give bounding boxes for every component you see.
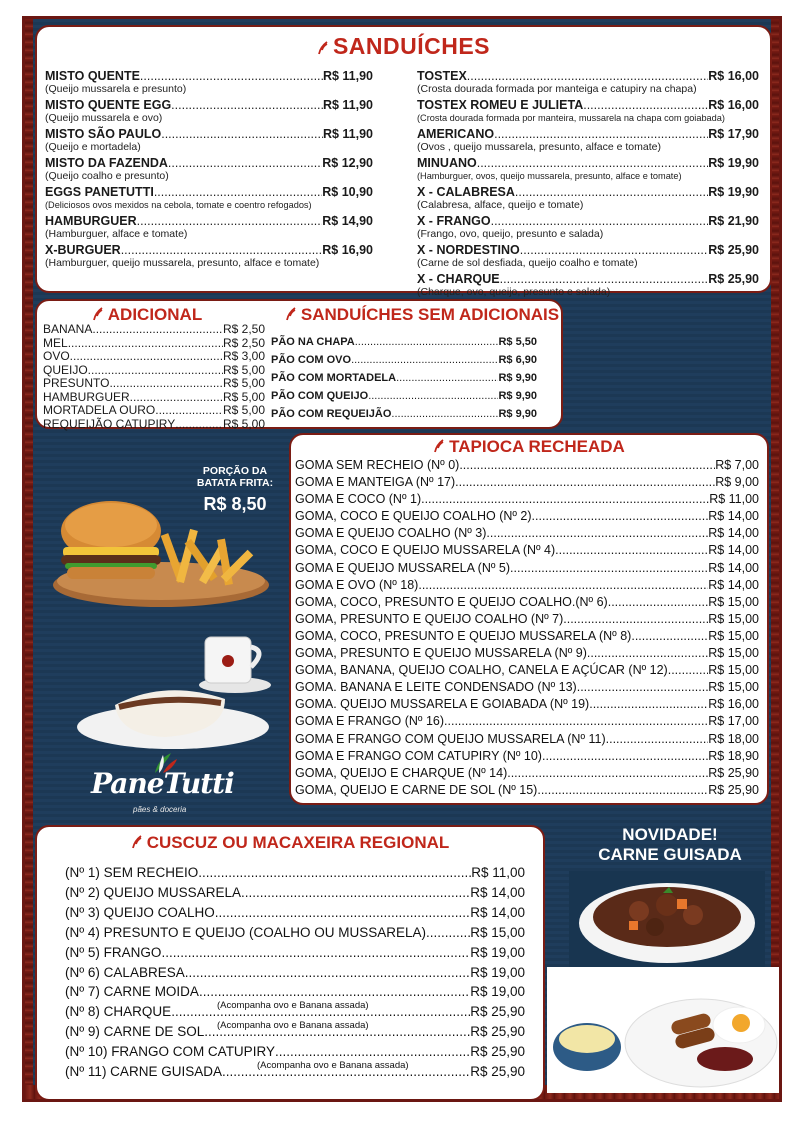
cuscuz-item — [65, 1002, 525, 1022]
sandwich-price: R$ 14,90 — [322, 214, 373, 228]
sandwich-item — [45, 69, 373, 83]
dot-leader — [391, 405, 498, 423]
dot-leader — [455, 474, 715, 491]
tapioca-item — [295, 748, 759, 765]
sandwich-description: (Calabresa, alface, queijo e tomate) — [417, 199, 584, 211]
sandwich-name: EGGS PANETUTTI — [45, 185, 154, 199]
tapioca-item — [295, 628, 759, 645]
menu-page — [22, 16, 782, 1102]
tapioca-item-name: GOMA E FRANGO COM CATUPIRY (Nº 10) — [295, 748, 542, 763]
tapioca-item — [295, 713, 759, 730]
sandwich-name: MINUANO — [417, 156, 477, 170]
dot-leader — [275, 1042, 470, 1062]
adicional-item-price: R$ 5,00 — [222, 376, 265, 390]
tapioca-item — [295, 662, 759, 679]
cuscuz-item — [65, 1022, 525, 1042]
sandwich-description: (Queijo mussarela e ovo) — [45, 112, 163, 124]
cuscuz-item — [65, 943, 525, 963]
cuscuz-item-name: (Nº 1) SEM RECHEIO — [65, 865, 199, 880]
sandwich-price: R$ 21,90 — [708, 214, 759, 228]
cuscuz-item-name: (Nº 8) CHARQUE — [65, 1004, 172, 1020]
cuscuz-item-price: R$ 19,00 — [470, 964, 525, 980]
dot-leader — [109, 377, 223, 391]
adicional-item-price: R$ 5,00 — [222, 416, 265, 431]
sem-adicionais-item-name: PÃO COM REQUEIJÃO — [271, 408, 392, 420]
sem-adicionais-item-price: R$ 9,90 — [498, 372, 537, 384]
tapioca-item-price: R$ 18,90 — [708, 748, 759, 763]
sandwich-price: R$ 25,90 — [708, 243, 759, 257]
dot-leader — [418, 577, 708, 594]
tapioca-item — [295, 731, 759, 748]
sem-adicionais-item-price: R$ 9,90 — [498, 408, 537, 420]
adicional-list — [43, 323, 265, 431]
adicional-item — [43, 364, 265, 378]
tapioca-item-name: GOMA. QUEIJO MUSSARELA E GOIABADA (Nº 19) — [295, 697, 590, 712]
batata-price: R$ 8,50 — [203, 494, 267, 514]
tapioca-title: TAPIOCA RECHEADA — [291, 437, 767, 457]
sandwich-price: R$ 25,90 — [708, 272, 759, 286]
sandwiches-right-column — [417, 69, 759, 301]
tapioca-item-price: R$ 14,00 — [708, 526, 759, 541]
sandwich-item — [45, 127, 373, 141]
dot-leader — [241, 883, 470, 903]
dot-leader — [494, 127, 708, 141]
adicional-item-name: QUEIJO — [43, 362, 88, 377]
sandwich-item — [417, 243, 759, 257]
cuscuz-item-price: R$ 25,90 — [470, 1004, 525, 1020]
cuscuz-item-name: (Nº 9) CARNE DE SOL — [65, 1024, 205, 1040]
panetutti-logo — [91, 767, 241, 817]
tapioca-item-name: GOMA, PRESUNTO E QUEIJO COALHO (Nº 7) — [295, 611, 564, 626]
dot-leader — [486, 525, 708, 542]
sandwich-item — [417, 185, 759, 199]
sandwich-name: X-BURGUER — [45, 243, 121, 257]
cuscuz-item-price: R$ 25,90 — [470, 1024, 525, 1040]
dot-leader — [198, 863, 471, 883]
dot-leader — [175, 418, 223, 432]
adicional-item — [43, 404, 265, 418]
dot-leader — [368, 387, 498, 405]
sandwich-description: (Queijo mussarela e presunto) — [45, 83, 187, 95]
adicional-item-name: PRESUNTO — [43, 376, 110, 390]
dot-leader — [532, 508, 709, 525]
cuscuz-item-price: R$ 25,90 — [470, 1044, 525, 1060]
dot-leader — [154, 185, 322, 199]
adicional-item-name: HAMBURGUER — [43, 389, 130, 404]
sandwich-price: R$ 11,90 — [322, 69, 373, 83]
tapioca-item — [295, 594, 759, 611]
right-red-border — [771, 19, 779, 1099]
tapioca-item — [295, 542, 759, 559]
sandwich-price: R$ 16,00 — [708, 98, 759, 112]
cuscuz-item-name: (Nº 2) QUEIJO MUSSARELA — [65, 884, 241, 900]
adicional-item-price: R$ 5,00 — [222, 389, 265, 404]
tapioca-item — [295, 696, 759, 713]
cuscuz-item-note: (Acompanha ovo e Banana assada) — [217, 1000, 369, 1012]
sandwich-description: (Ovos , queijo mussarela, presunto, alface e tomate) — [417, 141, 661, 153]
dot-leader — [199, 982, 470, 1002]
adicional-item-price: R$ 5,00 — [222, 362, 265, 377]
tapioca-item — [295, 679, 759, 696]
adicional-item-name: REQUEIJÃO CATUPIRY — [43, 416, 176, 431]
tapioca-item-price: R$ 15,00 — [708, 594, 759, 609]
cuscuz-item-price: R$ 14,00 — [470, 884, 525, 900]
tapioca-item-name: GOMA E QUEIJO MUSSARELA (Nº 5) — [295, 560, 511, 575]
sandwich-item — [45, 243, 373, 257]
sandwich-item — [417, 214, 759, 228]
chili-leaf-icon — [131, 835, 143, 849]
sandwich-description: (Hamburguer, queijo mussarela, presunto, alface e tomate) — [45, 257, 320, 269]
tapioca-item-name: GOMA E FRANGO (Nº 16) — [295, 714, 445, 729]
sem-adicionais-item-name: PÃO NA CHAPA — [271, 336, 355, 348]
dot-leader — [171, 98, 323, 112]
dot-leader — [510, 560, 708, 577]
sem-adicionais-item-price: R$ 6,90 — [498, 354, 537, 366]
dot-leader — [426, 923, 470, 943]
batata-label-line1: PORÇÃO DA — [202, 465, 268, 477]
cuscuz-item-price: R$ 14,00 — [470, 904, 525, 920]
tapioca-item-price: R$ 15,00 — [708, 611, 759, 626]
sandwich-item — [417, 69, 759, 83]
cuscuz-item-name: (Nº 4) PRESUNTO E QUEIJO (COALHO OU MUSSARELA) — [65, 924, 426, 940]
tapioca-list — [295, 457, 759, 799]
logo-subtitle: pães & doceria — [133, 805, 187, 814]
tapioca-item-name: GOMA, COCO E QUEIJO COALHO (Nº 2) — [295, 509, 532, 524]
dot-leader — [606, 731, 709, 748]
dot-leader — [491, 214, 709, 228]
cuscuz-item — [65, 1062, 525, 1082]
cuscuz-item — [65, 963, 525, 983]
cuscuz-item-name: (Nº 6) CALABRESA — [65, 964, 185, 980]
adicional-item — [43, 418, 265, 432]
sem-adicionais-item-price: R$ 9,90 — [498, 390, 537, 402]
dot-leader — [168, 156, 322, 170]
sandwich-item — [45, 98, 373, 112]
dot-leader — [577, 679, 709, 696]
sem-adicionais-item — [271, 405, 537, 423]
dot-leader — [161, 127, 323, 141]
dot-leader — [589, 696, 708, 713]
tapioca-item-name: GOMA, COCO, PRESUNTO E QUEIJO COALHO.(Nº 6) — [295, 594, 608, 609]
sem-adicionais-item — [271, 369, 537, 387]
sandwich-price: R$ 11,90 — [322, 127, 373, 141]
tapioca-item-name: GOMA, PRESUNTO E QUEIJO MUSSARELA (Nº 9) — [295, 646, 587, 661]
tapioca-item — [295, 577, 759, 594]
dot-leader — [137, 214, 323, 228]
sandwich-description: (Hamburguer, alface e tomate) — [45, 228, 188, 240]
tapioca-item-name: GOMA, COCO, PRESUNTO E QUEIJO MUSSARELA (Nº 8) — [295, 628, 632, 643]
tapioca-item — [295, 457, 759, 474]
sandwich-item — [417, 156, 759, 170]
tapioca-item-price: R$ 14,00 — [708, 509, 759, 524]
adicional-item-price: R$ 2,50 — [222, 335, 265, 350]
sandwich-price: R$ 12,90 — [322, 156, 373, 170]
sem-adicionais-item-name: PÃO COM OVO — [271, 354, 352, 366]
sandwich-name: MISTO QUENTE — [45, 69, 140, 83]
cuscuz-item — [65, 1042, 525, 1062]
tapioca-item-name: GOMA E COCO (Nº 1) — [295, 492, 422, 507]
chili-leaf-icon — [92, 307, 104, 321]
dot-leader — [555, 542, 708, 559]
adicional-item-price: R$ 5,00 — [222, 403, 265, 417]
tapioca-item — [295, 474, 759, 491]
logo-leaves-icon — [149, 751, 179, 775]
tapioca-item-price: R$ 9,00 — [715, 475, 759, 490]
dot-leader — [608, 594, 709, 611]
dot-leader — [121, 243, 323, 257]
dot-leader — [92, 323, 223, 337]
cuscuz-item — [65, 863, 525, 883]
chili-leaf-icon — [317, 41, 329, 55]
sem-adicionais-title: SANDUÍCHES SEM ADICIONAIS — [277, 305, 567, 325]
sandwich-name: MISTO QUENTE EGG — [45, 98, 172, 112]
sandwich-description: (Frango, ovo, queijo, presunto e salada) — [417, 228, 604, 240]
dot-leader — [88, 364, 223, 378]
sandwich-description: (Queijo e mortadela) — [45, 141, 141, 153]
tapioca-item-name: GOMA E QUEIJO COALHO (Nº 3) — [295, 526, 487, 541]
novidade-line2: CARNE GUISADA — [598, 845, 742, 864]
sandwich-description: (Carne de sol desfiada, queijo coalho e tomate) — [417, 257, 638, 269]
sandwich-description: (Hamburguer, ovos, queijo mussarela, presunto, alface e tomate) — [417, 171, 682, 181]
sandwich-item — [45, 185, 373, 199]
sandwich-name: X - CALABRESA — [417, 185, 515, 199]
adicional-item-price: R$ 3,00 — [222, 349, 265, 363]
tapioca-item — [295, 508, 759, 525]
dot-leader — [444, 713, 708, 730]
tapioca-item-price: R$ 11,00 — [709, 492, 759, 507]
sandwich-item — [417, 98, 759, 112]
dot-leader — [396, 369, 498, 387]
tapioca-item-name: GOMA, QUEIJO E CHARQUE (Nº 14) — [295, 765, 508, 780]
sandwich-description: (Queijo coalho e presunto) — [45, 170, 169, 182]
adicional-title: ADICIONAL — [47, 305, 247, 325]
dot-leader — [215, 903, 471, 923]
sandwich-item — [417, 127, 759, 141]
sandwich-price: R$ 19,90 — [708, 156, 759, 170]
sem-adicionais-item-name: PÃO COM MORTADELA — [271, 372, 397, 384]
sandwich-price: R$ 16,90 — [322, 243, 373, 257]
dot-leader — [459, 457, 715, 474]
tapioca-item-price: R$ 15,00 — [708, 628, 759, 643]
sandwich-price: R$ 16,00 — [708, 69, 759, 83]
sandwich-name: MISTO DA FAZENDA — [45, 156, 168, 170]
sandwich-name: AMERICANO — [417, 127, 495, 141]
adicional-item — [43, 377, 265, 391]
dot-leader — [668, 662, 709, 679]
sem-adicionais-item-price: R$ 5,50 — [498, 336, 537, 348]
tapioca-item — [295, 645, 759, 662]
tapioca-item-name: GOMA, BANANA, QUEIJO COALHO, CANELA E AÇÚCAR (Nº 12) — [295, 663, 668, 678]
tapioca-item-price: R$ 15,00 — [708, 680, 759, 695]
sandwiches-left-column — [45, 69, 373, 272]
novidade-line1: NOVIDADE! — [622, 825, 718, 844]
dot-leader — [185, 963, 470, 983]
cuscuz-panel — [35, 825, 545, 1101]
adicional-item-name: BANANA — [43, 322, 93, 336]
sandwich-item — [45, 214, 373, 228]
tapioca-item — [295, 491, 759, 508]
charque-plate-image — [547, 967, 779, 1093]
tapioca-item-price: R$ 7,00 — [715, 458, 759, 472]
cuscuz-item-price: R$ 11,00 — [471, 865, 525, 880]
cuscuz-item-name: (Nº 5) FRANGO — [65, 944, 162, 960]
tapioca-item — [295, 765, 759, 782]
cuscuz-list — [65, 863, 525, 1082]
dot-leader — [563, 611, 708, 628]
adicional-item — [43, 391, 265, 405]
tapioca-panel — [289, 433, 769, 805]
dot-leader — [421, 491, 709, 508]
cuscuz-item — [65, 903, 525, 923]
tapioca-item-price: R$ 16,00 — [708, 697, 759, 712]
adicional-item-name: MEL — [43, 335, 68, 350]
cuscuz-item — [65, 883, 525, 903]
chili-leaf-icon — [285, 307, 297, 321]
dot-leader — [537, 782, 708, 799]
sandwich-price: R$ 11,90 — [322, 98, 373, 112]
dot-leader — [477, 156, 709, 170]
dot-leader — [631, 628, 708, 645]
tapioca-item-price: R$ 14,00 — [708, 560, 759, 575]
sandwich-name: HAMBURGUER — [45, 214, 137, 228]
dot-leader — [467, 69, 708, 83]
tapioca-item-name: GOMA. BANANA E LEITE CONDENSADO (Nº 13) — [295, 680, 577, 695]
sem-adicionais-item — [271, 351, 537, 369]
sandwich-description: (Deliciosos ovos mexidos na cebola, tomate e coentro refogados) — [45, 200, 312, 210]
cuscuz-item — [65, 982, 525, 1002]
tapioca-item-name: GOMA, COCO E QUEIJO MUSSARELA (Nº 4) — [295, 543, 556, 558]
sandwich-name: MISTO SÃO PAULO — [45, 127, 162, 141]
sandwich-item — [45, 156, 373, 170]
sandwich-price: R$ 10,90 — [322, 185, 373, 199]
cuscuz-item-name: (Nº 7) CARNE MOIDA — [65, 984, 199, 1000]
cuscuz-item-price: R$ 19,00 — [470, 944, 525, 960]
cuscuz-item-price: R$ 19,00 — [470, 984, 525, 1000]
sandwich-price: R$ 17,90 — [708, 127, 759, 141]
sandwich-price: R$ 19,90 — [708, 185, 759, 199]
tapioca-item-name: GOMA, QUEIJO E CARNE DE SOL (Nº 15) — [295, 782, 538, 797]
tapioca-item-name: GOMA E OVO (Nº 18) — [295, 577, 419, 592]
cuscuz-item-name: (Nº 11) CARNE GUISADA — [65, 1064, 222, 1080]
cuscuz-item — [65, 923, 525, 943]
batata-label-line2: BATATA FRITA: — [196, 477, 274, 489]
adicional-item — [43, 350, 265, 364]
sandwich-description: (Crosta dourada formada por manteiga e catupiry na chapa) — [417, 83, 697, 95]
sandwiches-panel — [35, 25, 772, 298]
dot-leader — [507, 765, 708, 782]
sem-adicionais-item — [271, 333, 537, 351]
cuscuz-item-name: (Nº 10) FRANGO COM CATUPIRY — [65, 1044, 275, 1060]
dot-leader — [500, 272, 709, 286]
sandwich-name: TOSTEX — [417, 69, 467, 83]
adicional-item — [43, 337, 265, 351]
sandwich-name: TOSTEX ROMEU E JULIETA — [417, 98, 584, 112]
sandwich-item — [417, 272, 759, 286]
dot-leader — [515, 185, 708, 199]
tapioca-item — [295, 560, 759, 577]
cuscuz-item-price: R$ 15,00 — [470, 924, 525, 940]
sem-adicionais-item — [271, 387, 537, 405]
dot-leader — [542, 748, 708, 765]
tapioca-item — [295, 525, 759, 542]
sandwiches-title: SANDUÍCHES — [37, 33, 770, 60]
logo-text: PaneTutti — [91, 767, 234, 800]
tapioca-item-price: R$ 15,00 — [708, 663, 759, 678]
left-red-border — [25, 19, 33, 1099]
tapioca-item-price: R$ 25,90 — [708, 765, 759, 780]
novidade-banner — [565, 825, 775, 865]
cuscuz-item-note: (Acompanha ovo e Banana assada) — [257, 1060, 409, 1072]
dot-leader — [140, 69, 323, 83]
sandwich-description: (Charque, ovo, queijo, presunto e salada) — [417, 286, 611, 298]
cuscuz-item-price: R$ 25,90 — [470, 1064, 525, 1080]
tapioca-item-price: R$ 25,90 — [708, 782, 759, 797]
adicional-item-name: MORTADELA OURO — [43, 403, 156, 417]
carne-guisada-image — [569, 871, 765, 975]
tapioca-item-name: GOMA E MANTEIGA (Nº 17) — [295, 475, 456, 490]
adicional-item — [43, 323, 265, 337]
sem-adicionais-item-name: PÃO COM QUEIJO — [271, 390, 369, 402]
dot-leader — [161, 943, 470, 963]
cuscuz-title: CUSCUZ OU MACAXEIRA REGIONAL — [37, 833, 543, 853]
sandwich-name: X - FRANGO — [417, 214, 491, 228]
tapioca-item-price: R$ 15,00 — [708, 646, 759, 661]
adicional-item-price: R$ 2,50 — [222, 322, 265, 336]
dot-leader — [130, 391, 223, 405]
burger-graphic — [61, 501, 161, 579]
adicional-item-name: OVO — [43, 349, 70, 363]
dot-leader — [155, 404, 223, 418]
sandwich-description: (Crosta dourada formada por manteira, mussarela na chapa com goiabada) — [417, 113, 725, 123]
dot-leader — [355, 333, 499, 351]
dot-leader — [68, 337, 223, 351]
dot-leader — [583, 98, 708, 112]
tapioca-item — [295, 782, 759, 799]
burger-fries-image — [49, 493, 271, 613]
coffee-tapioca-image — [75, 633, 285, 753]
tapioca-item-name: GOMA SEM RECHEIO (Nº 0) — [295, 458, 460, 472]
tapioca-item — [295, 611, 759, 628]
chili-leaf-icon — [433, 439, 445, 453]
tapioca-item-name: GOMA E FRANGO COM QUEIJO MUSSARELA (Nº 11) — [295, 731, 606, 746]
tapioca-item-price: R$ 18,00 — [708, 731, 759, 746]
cuscuz-item-name: (Nº 3) QUEIJO COALHO — [65, 904, 215, 920]
tapioca-item-price: R$ 17,00 — [708, 714, 759, 729]
sandwich-name: X - CHARQUE — [417, 272, 500, 286]
adicional-panel — [35, 299, 563, 429]
dot-leader — [351, 351, 498, 369]
cuscuz-item-note: (Acompanha ovo e Banana assada) — [217, 1020, 369, 1032]
sandwich-name: X - NORDESTINO — [417, 243, 520, 257]
sem-adicionais-list — [271, 333, 537, 423]
dot-leader — [587, 645, 708, 662]
tapioca-item-price: R$ 14,00 — [708, 577, 759, 592]
dot-leader — [520, 243, 708, 257]
tapioca-item-price: R$ 14,00 — [708, 543, 759, 558]
dot-leader — [70, 350, 223, 364]
